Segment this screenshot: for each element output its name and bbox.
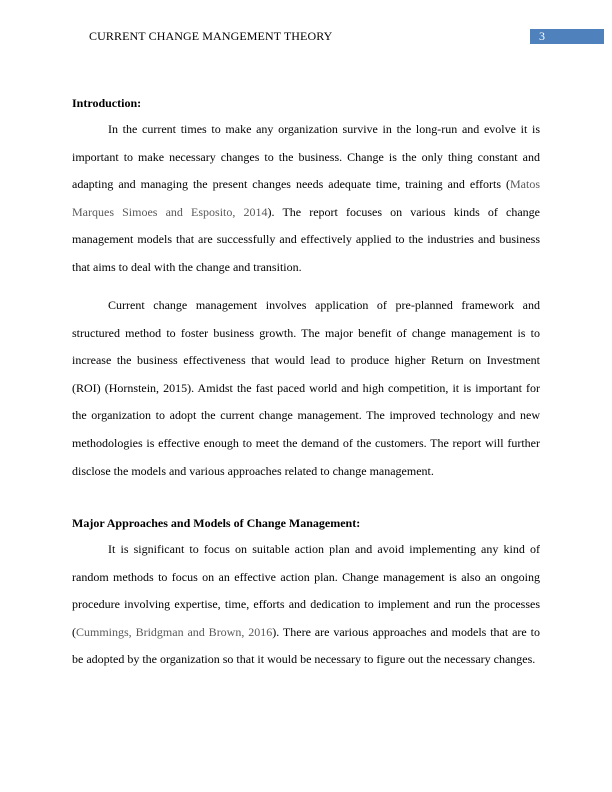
major-paragraph-1 [72, 536, 540, 674]
introduction-heading: Introduction: [72, 96, 142, 110]
running-header-title: CURRENT CHANGE MANGEMENT THEORY [89, 29, 333, 43]
page-number-box [530, 29, 604, 44]
major-p1-text-after: ). There are various approaches and models that are to be adopted by the organization so that it would be necessary to figure out the necessary changes. [72, 624, 540, 667]
intro-paragraph-1 [72, 116, 540, 282]
major-p1-citation: Cummings, Bridgman and Brown, 2016 [76, 624, 273, 639]
intro-p1-citation: Matos Marques Simoes and Esposito, 2014 [72, 177, 540, 219]
page-number: 3 [539, 29, 545, 43]
intro-p1-text-before: In the current times to make any organization survive in the long-run and evolve it is important to make necessary changes to the business. Change is the only thing constant and adapting and managing the present changes needs adequate time, training and efforts ( [72, 122, 540, 192]
major-p1-text-before: It is significant to focus on suitable action plan and avoid implementing any kind of random methods to focus on an effective action plan. Change management is also an ongoing procedure involving expertise, time, efforts and dedication to implement and run the processes ( [72, 542, 540, 639]
intro-p1-text-after: ). The report focuses on various kinds of change management models that are successfully and effectively applied to the industries and business that aims to deal with the change and transition. [72, 204, 540, 274]
intro-paragraph-2: Current change management involves application of pre-planned framework and structured method to foster business growth. The major benefit of change management is to increase the business effectiveness that would lead to produce higher Return on Investment (ROI) (Hornstein, 2015). Amidst the fast paced world and high competition, it is important for the organization to adopt the current change management. The improved technology and new methodologies is effective enough to meet the demand of the customers. The report will further disclose the models and various approaches related to change management. [72, 298, 540, 478]
major-approaches-heading: Major Approaches and Models of Change Management: [72, 516, 361, 530]
